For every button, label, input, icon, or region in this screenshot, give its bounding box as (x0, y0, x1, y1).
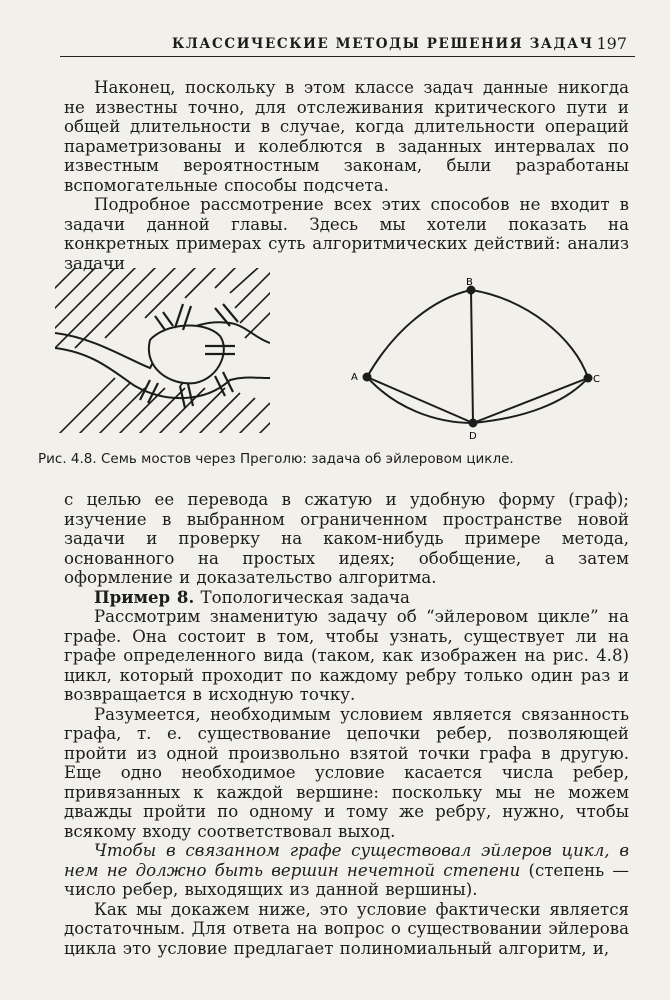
edge-b-c-upper (471, 290, 588, 378)
node-c (585, 375, 592, 382)
edge-a-d (367, 377, 473, 423)
node-label-d: D (469, 431, 477, 442)
text-block-top (64, 78, 629, 273)
running-title: КЛАССИЧЕСКИЕ МЕТОДЫ РЕШЕНИЯ ЗАДАЧ (172, 36, 594, 52)
node-label-b: B (466, 277, 473, 288)
figure-4-8 (55, 268, 635, 458)
paragraph-2: Подробное рассмотрение всех этих способов не входит в задачи данной главы. Здесь мы хотели показать на конкретных примерах суть алгоритмических действий: анализ задачи (64, 195, 629, 273)
example-title: Топологическая задача (200, 587, 410, 607)
euler-graph (364, 287, 592, 427)
paragraph-4: Рассмотрим знаменитую задачу об “эйлеровом цикле” на графе. Она состоит в том, чтобы узнать, существует ли на графе определенного вида (таком, как изображен на рис. 4.8) цикл, который проходит по каждому ребру только один раз и возвращается в исходную точку. (64, 607, 629, 704)
paragraph-1: Наконец, поскольку в этом классе задач данные никогда не известны точно, для отслеживания критического пути и общей длительности в случае, когда длительности операций параметризованы и колеблются в заданных интервалах по известным вероятностным законам, были разработаны вспомогательные способы подсчета. (64, 78, 629, 195)
text-block-main (64, 490, 629, 958)
theorem-statement: Чтобы в связанном графе существовал эйлеров цикл, в нем не должно быть вершин нечетной степени (64, 841, 629, 880)
example-heading (64, 588, 629, 608)
running-header (60, 26, 635, 57)
edge-d-c (473, 378, 588, 423)
paragraph-5: Разумеется, необходимым условием является связанность графа, т. е. существование цепочки ребер, позволяющей пройти из одной произвольно взятой точки графа в другую. Еще одно необходимое условие касается числа ребер, привязанных к каждой вершине: поскольку мы не можем дважды пройти по одному и тому же ребру, нужно, чтобы всякому входу соответствовал выход. (64, 704, 629, 841)
paragraph-6 (64, 841, 629, 900)
node-label-a: A (351, 372, 358, 383)
node-d (470, 420, 477, 427)
koenigsberg-bridges-drawing (55, 268, 635, 458)
theorem-note: (степень — число ребер, выходящих из данной вершины). (64, 860, 629, 899)
page-number: 197 (596, 34, 627, 53)
paragraph-7: Как мы докажем ниже, это условие фактически является достаточным. Для ответа на вопрос о существовании эйлерова цикла это условие предлагает полиномиальный алгоритм, и, (64, 899, 629, 958)
paragraph-3: с целью ее перевода в сжатую и удобную форму (граф); изучение в выбранном ограниченном пространстве новой задачи и проверку на каком-нибудь примере метода, основанного на простых идеях; обобщение, а затем оформление и доказательство алгоритма. (64, 490, 629, 587)
example-label: Пример 8. (94, 586, 195, 607)
edge-b-d (471, 290, 473, 423)
node-label-c: C (593, 374, 600, 385)
figure-caption: Рис. 4.8. Семь мостов через Преголю: задача об эйлеровом цикле. (38, 451, 514, 467)
node-a (364, 374, 371, 381)
edge-a-b-upper (367, 290, 471, 377)
